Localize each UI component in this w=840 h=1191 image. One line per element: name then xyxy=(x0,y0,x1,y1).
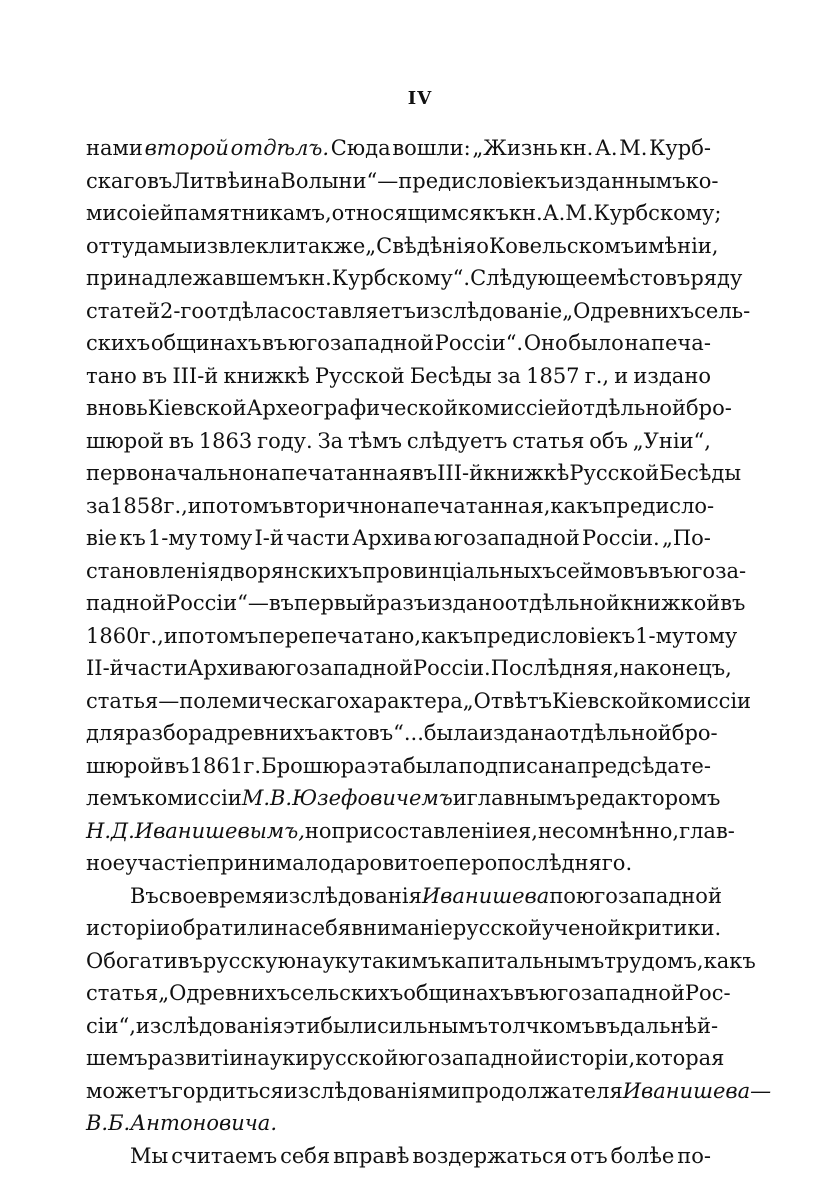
word: отдѣльной xyxy=(570,396,686,420)
word: бро- xyxy=(686,396,732,420)
text-line xyxy=(86,327,711,360)
word: лемъ xyxy=(86,786,142,810)
word: какъ xyxy=(550,493,603,518)
word: развитіи xyxy=(147,1046,244,1070)
word: Волыни“ xyxy=(280,168,378,193)
word: кн. xyxy=(559,136,594,160)
text-line xyxy=(86,1107,711,1140)
word: перо xyxy=(444,851,498,875)
word: разбора xyxy=(125,721,215,745)
word: сеймовъ xyxy=(555,558,648,583)
word: 1860 xyxy=(86,623,140,648)
word: 1858 xyxy=(109,493,164,518)
text-line xyxy=(86,750,711,783)
word: сіи“, xyxy=(86,1013,136,1038)
word: 2-го xyxy=(159,298,205,323)
word: За xyxy=(317,428,344,453)
word: главнымъ xyxy=(466,786,576,810)
word: потомъ xyxy=(177,623,259,648)
word: становленія xyxy=(86,558,221,583)
word: отдѣла xyxy=(204,298,280,323)
word: Послѣдняя, xyxy=(490,656,620,680)
word: при xyxy=(331,818,373,843)
word: ученой xyxy=(541,916,622,940)
text-line xyxy=(86,587,746,620)
word: г., xyxy=(584,363,610,388)
word: скихъ xyxy=(86,331,151,355)
word: предисло- xyxy=(602,493,715,518)
word: издана xyxy=(479,721,557,745)
word: шемъ xyxy=(86,1046,148,1070)
word: какъ xyxy=(703,948,756,973)
word: г., xyxy=(139,623,164,648)
word: себя xyxy=(300,916,352,940)
word: Архива xyxy=(187,656,267,680)
text-line xyxy=(86,685,752,718)
word: составленіи xyxy=(372,818,506,843)
word: II-й xyxy=(86,656,124,680)
word: трудомъ, xyxy=(604,948,704,973)
word: Д. xyxy=(111,818,135,843)
word: въ xyxy=(164,753,190,778)
word: дальнѣй- xyxy=(620,1013,719,1038)
word: памятникамъ, xyxy=(173,201,332,225)
word: Россіи. xyxy=(582,526,660,550)
word: III-й xyxy=(172,363,219,388)
word: комиссіи xyxy=(141,786,242,810)
word: I-й xyxy=(254,526,284,550)
word: редакторомъ xyxy=(575,786,721,810)
text-line xyxy=(86,912,722,945)
text-line xyxy=(86,262,743,295)
word: русской xyxy=(452,916,542,940)
word: шюрой xyxy=(86,428,164,453)
text-line xyxy=(86,652,732,685)
word: можетъ xyxy=(86,1078,172,1103)
word: Русской xyxy=(569,461,660,485)
word: отдѣльной xyxy=(504,591,621,615)
word: издано xyxy=(427,591,505,615)
word: книжкой xyxy=(620,591,721,615)
word: и xyxy=(614,363,629,388)
word: Архива xyxy=(352,526,432,550)
word: первоначально xyxy=(86,461,255,485)
word: послѣдняго. xyxy=(497,851,633,875)
word: въ xyxy=(141,363,168,388)
word: исторіи, xyxy=(544,1046,636,1070)
word: статья xyxy=(86,981,159,1005)
word: 1857 xyxy=(526,363,580,388)
word: г., xyxy=(163,493,188,518)
word: и xyxy=(452,786,467,810)
word: въ xyxy=(168,428,194,453)
word: къ xyxy=(119,526,146,550)
word: III-й xyxy=(437,461,484,485)
word: „По- xyxy=(661,526,711,550)
word: Брошюра xyxy=(261,753,367,778)
word: Антоновича. xyxy=(130,1111,277,1135)
word: „О xyxy=(562,298,591,323)
text-line xyxy=(86,392,732,425)
word: считаемъ xyxy=(171,1143,278,1168)
word: тому xyxy=(199,526,253,550)
word: гордиться xyxy=(171,1078,284,1103)
word: тано xyxy=(86,363,137,388)
word: М. xyxy=(241,786,270,810)
word: науку xyxy=(295,948,361,973)
word: участіе xyxy=(125,851,207,875)
word: Обогативъ xyxy=(86,948,203,973)
word: въ xyxy=(513,981,539,1005)
word: оттуда xyxy=(86,233,160,258)
word: воздержаться xyxy=(412,1143,567,1168)
word: несомнѣнно, xyxy=(537,818,680,843)
word: общинахъ xyxy=(403,981,514,1005)
text-line xyxy=(86,165,719,198)
word: потомъ xyxy=(201,493,283,518)
word: была xyxy=(423,721,480,745)
word: 1863 xyxy=(198,428,253,453)
word: въ xyxy=(647,558,674,583)
word: къ xyxy=(482,201,509,225)
word: также xyxy=(296,233,366,258)
word: глав- xyxy=(679,818,735,843)
text-line xyxy=(86,1042,725,1075)
word: комиссіей xyxy=(457,396,571,420)
word: провинціальныхъ xyxy=(362,558,556,583)
word: Бесѣды xyxy=(409,363,492,388)
word: Иванишева— xyxy=(622,1078,772,1103)
word: югозападной xyxy=(287,331,434,355)
text-line xyxy=(86,457,742,490)
word: въ xyxy=(720,591,746,615)
word: на xyxy=(253,168,281,193)
word: обратили xyxy=(170,916,275,940)
word: время xyxy=(207,883,275,908)
word: Россіи“. xyxy=(434,331,524,355)
word: „Уніи“, xyxy=(632,428,711,453)
word: югозападной xyxy=(267,656,413,680)
word: изслѣдованіе xyxy=(415,298,563,323)
word: къ xyxy=(533,168,561,193)
word: Иванишева xyxy=(421,883,550,908)
word: извлекли xyxy=(192,233,297,258)
word: М. xyxy=(565,201,594,225)
word: нами xyxy=(86,136,143,160)
text-line xyxy=(86,555,747,588)
word: какъ xyxy=(421,623,474,648)
word: Рос- xyxy=(684,981,731,1005)
word: году. xyxy=(257,428,313,453)
word: было xyxy=(568,331,624,355)
word: ное xyxy=(86,851,126,875)
word: капитальнымъ xyxy=(441,948,605,973)
word: Юзефовичемъ xyxy=(292,786,453,810)
word: изслѣдованія xyxy=(274,883,422,908)
word: 1861 xyxy=(189,753,244,778)
word: и xyxy=(239,168,254,193)
word: составляетъ xyxy=(279,298,416,323)
word: Мы xyxy=(130,1143,169,1168)
word: Курбскому“. xyxy=(331,266,471,290)
word: въ xyxy=(594,1013,621,1038)
word: части xyxy=(123,656,188,680)
word: древнихъ xyxy=(214,721,319,745)
word: 1-му xyxy=(147,526,198,550)
word: „Свѣдѣнія xyxy=(365,233,477,258)
word: югозападной xyxy=(575,883,722,908)
word: Россіи. xyxy=(413,656,491,680)
word: сельскихъ xyxy=(290,981,404,1005)
word: Въ xyxy=(130,883,159,908)
word: разъ xyxy=(376,591,428,615)
word: скаго xyxy=(86,168,148,193)
word: свое xyxy=(158,883,208,908)
word: принадлежавшемъ xyxy=(86,266,298,290)
text-line xyxy=(86,425,711,458)
word: статей xyxy=(86,298,160,323)
word: по xyxy=(549,883,576,908)
word: мѣсто xyxy=(600,266,666,290)
word: мисоіей xyxy=(86,201,174,225)
word: объ xyxy=(589,428,628,453)
word: дворянскихъ xyxy=(220,558,363,583)
word: части xyxy=(286,526,350,550)
text-line xyxy=(86,782,721,815)
word: Курб- xyxy=(649,136,711,160)
word: —предисловіе xyxy=(377,168,534,193)
word: сель- xyxy=(694,298,751,323)
word: Ковельскомъ xyxy=(488,233,635,258)
word: къ xyxy=(608,623,636,648)
word: югоза- xyxy=(673,558,747,583)
text-line xyxy=(86,847,711,880)
word: русской xyxy=(309,1046,399,1070)
word: напечатанная, xyxy=(386,493,551,518)
word: югозападной xyxy=(538,981,685,1005)
word: изданнымъ xyxy=(560,168,686,193)
word: комиссіи xyxy=(650,688,752,713)
word: напеча- xyxy=(624,331,711,355)
word: Кіевской xyxy=(551,688,651,713)
word: Курбскому; xyxy=(593,201,722,225)
word: даровитое xyxy=(330,851,445,875)
word: критики. xyxy=(621,916,722,940)
word: ко- xyxy=(685,168,719,193)
text-line xyxy=(86,1140,711,1173)
text-line xyxy=(86,197,722,230)
word: книжкѣ xyxy=(483,461,570,485)
word: кн. xyxy=(508,201,543,225)
word: югозападной xyxy=(433,526,580,550)
text-line xyxy=(86,132,711,165)
word: Кіевской xyxy=(147,396,247,420)
word: А. xyxy=(594,136,618,160)
word: но xyxy=(304,818,332,843)
word: для xyxy=(86,721,126,745)
word: югозападной xyxy=(398,1046,545,1070)
word: ряду xyxy=(690,266,743,290)
word: были xyxy=(320,1013,378,1038)
word: В. xyxy=(86,1111,109,1135)
word: кн. xyxy=(297,266,332,290)
text-line xyxy=(86,295,751,328)
word: Б. xyxy=(108,1111,131,1135)
word: сильнымъ xyxy=(377,1013,489,1038)
word: древнихъ xyxy=(590,298,695,323)
word: эти xyxy=(282,1013,321,1038)
word: характера xyxy=(349,688,463,713)
word: вновь xyxy=(86,396,148,420)
word: общинахъ xyxy=(150,331,262,355)
word: толчкомъ xyxy=(488,1013,595,1038)
body-text xyxy=(86,132,772,1172)
word: Сюда xyxy=(330,136,391,160)
word: за xyxy=(496,363,521,388)
word: напечатанная xyxy=(254,461,412,485)
word: Археографической xyxy=(246,396,458,420)
word: на xyxy=(274,916,301,940)
word: болѣе xyxy=(610,1143,675,1168)
word: Русской xyxy=(314,363,405,388)
word: первый xyxy=(294,591,377,615)
text-line xyxy=(86,620,738,653)
word: себя xyxy=(280,1143,331,1168)
word: Литвѣ xyxy=(172,168,240,193)
word: о xyxy=(476,233,489,258)
word: Слѣдующее xyxy=(470,266,601,290)
word: шюрой xyxy=(86,753,164,778)
word: въ xyxy=(665,266,691,290)
word: древнихъ xyxy=(186,981,291,1005)
text-line xyxy=(86,522,711,555)
word: ея, xyxy=(505,818,538,843)
word: бро- xyxy=(671,721,718,745)
word: изслѣдованіями xyxy=(283,1078,462,1103)
word: Россіи“—въ xyxy=(166,591,295,615)
word: предсѣдате- xyxy=(577,753,711,778)
word: мы xyxy=(159,233,193,258)
word: книжкѣ xyxy=(223,363,310,388)
word: Бесѣды xyxy=(659,461,742,485)
word: наконецъ, xyxy=(619,656,732,680)
word: „Отвѣтъ xyxy=(462,688,552,713)
word: „Жизнь xyxy=(472,136,558,160)
word: въ xyxy=(147,168,173,193)
word: тому xyxy=(684,623,738,648)
word: статья—полемическаго xyxy=(86,688,350,713)
word: падной xyxy=(86,591,167,615)
word: Оно xyxy=(523,331,568,355)
word: науки xyxy=(243,1046,310,1070)
text-line xyxy=(86,230,719,263)
word: отъ xyxy=(569,1143,608,1168)
word: эта xyxy=(366,753,403,778)
word: вниманіе xyxy=(351,916,453,940)
word: 1-му xyxy=(635,623,685,648)
text-line xyxy=(86,360,711,393)
word: принимало xyxy=(206,851,331,875)
word: изслѣдованія xyxy=(135,1013,283,1038)
text-line xyxy=(86,1010,719,1043)
word: вправѣ xyxy=(333,1143,410,1168)
word: предисловіе xyxy=(473,623,609,648)
word: отдѣльной xyxy=(556,721,672,745)
word: продолжателя xyxy=(461,1078,623,1103)
word: „О xyxy=(158,981,187,1005)
word: и xyxy=(187,493,202,518)
word: и xyxy=(163,623,178,648)
word: второй xyxy=(144,136,229,160)
word: перепечатано, xyxy=(258,623,421,648)
word: русскую xyxy=(202,948,296,973)
word: вошли: xyxy=(392,136,471,160)
word: Иванишевымъ, xyxy=(134,818,305,843)
page-number: IV xyxy=(407,88,433,109)
word: была xyxy=(403,753,459,778)
word: тѣмъ xyxy=(348,428,403,453)
word: Н. xyxy=(86,818,111,843)
word: актовъ“... xyxy=(318,721,424,745)
word: которая xyxy=(635,1046,725,1070)
word: подписана xyxy=(458,753,577,778)
word: въ xyxy=(262,331,288,355)
word: по- xyxy=(677,1143,711,1168)
word: въ xyxy=(411,461,438,485)
text-line xyxy=(86,945,756,978)
text-line xyxy=(86,490,715,523)
word: исторіи xyxy=(86,916,171,940)
word: віе xyxy=(86,526,117,550)
word: отдѣлъ. xyxy=(230,136,330,160)
text-line xyxy=(86,977,731,1010)
text-line xyxy=(86,880,722,913)
word: вторично xyxy=(282,493,387,518)
word: такимъ xyxy=(360,948,442,973)
word: В. xyxy=(270,786,293,810)
word: М. xyxy=(619,136,648,160)
word: статья xyxy=(512,428,585,453)
word: имѣніи, xyxy=(634,233,719,258)
word: г. xyxy=(243,753,262,778)
text-line xyxy=(86,815,735,848)
word: относящимся xyxy=(331,201,483,225)
word: А. xyxy=(542,201,566,225)
word: слѣдуетъ xyxy=(406,428,508,453)
word: издано xyxy=(633,363,711,388)
word: за xyxy=(86,493,110,518)
text-line xyxy=(86,717,718,750)
text-line xyxy=(86,1075,772,1108)
